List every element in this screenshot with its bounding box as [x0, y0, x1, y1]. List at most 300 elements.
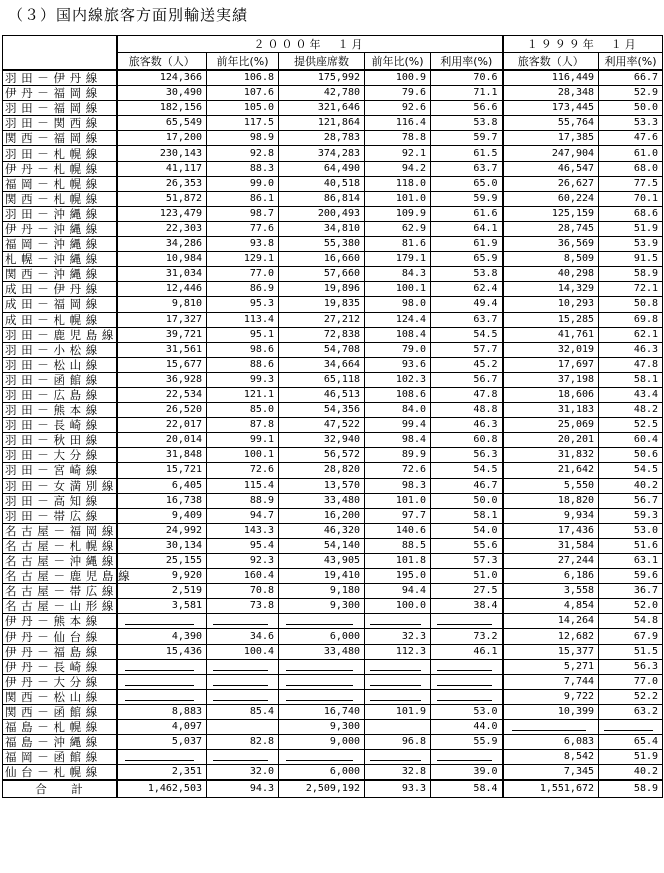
cell-seats: 200,493 [279, 206, 365, 221]
cell-load-factor-2000: 54.5 [431, 463, 503, 478]
route-name: 名 古 屋 － 沖 縄 線 [3, 554, 117, 569]
cell-seats [279, 689, 365, 704]
cell-load-factor-2000: 64.1 [431, 221, 503, 236]
cell-passengers-2000: 15,436 [117, 644, 207, 659]
cell-yoy-passengers [207, 674, 279, 689]
cell-yoy-seats: 118.0 [365, 176, 431, 191]
table-row [3, 418, 663, 433]
cell-load-factor-2000: 71.1 [431, 86, 503, 101]
col-passengers-1999: 旅客数（人） [503, 53, 599, 71]
cell-seats: 9,300 [279, 720, 365, 735]
cell-load-factor-2000: 46.3 [431, 418, 503, 433]
no-data-line [286, 670, 352, 671]
no-data-line [286, 700, 352, 701]
cell-load-factor-1999: 52.9 [599, 86, 663, 101]
route-name: 羽 田 － 宮 崎 線 [3, 463, 117, 478]
cell-load-factor-1999: 52.5 [599, 418, 663, 433]
no-data-line [370, 685, 420, 686]
cell-passengers-1999: 10,399 [503, 704, 599, 719]
cell-passengers-2000 [117, 659, 207, 674]
cell-load-factor-2000: 59.9 [431, 191, 503, 206]
cell-yoy-passengers: 86.1 [207, 191, 279, 206]
table-row [3, 86, 663, 101]
cell-load-factor-1999: 63.1 [599, 554, 663, 569]
table-row [3, 614, 663, 629]
col-load-factor-2000: 利用率(%) [431, 53, 503, 71]
cell-seats: 374,283 [279, 146, 365, 161]
cell-passengers-2000: 26,353 [117, 176, 207, 191]
cell-passengers-2000: 230,143 [117, 146, 207, 161]
cell-passengers-1999: 6,083 [503, 735, 599, 750]
cell-yoy-passengers: 70.8 [207, 584, 279, 599]
cell-passengers-2000: 15,721 [117, 463, 207, 478]
cell-seats: 40,518 [279, 176, 365, 191]
cell-load-factor-1999: 48.2 [599, 403, 663, 418]
cell-seats: 16,200 [279, 508, 365, 523]
cell-seats: 6,000 [279, 629, 365, 644]
route-name: 伊 丹 － 大 分 線 [3, 674, 117, 689]
cell-seats: 64,490 [279, 161, 365, 176]
cell-load-factor-1999: 68.0 [599, 161, 663, 176]
cell-yoy-passengers: 88.3 [207, 161, 279, 176]
cell-yoy-seats: 78.8 [365, 131, 431, 146]
cell-passengers-2000: 36,928 [117, 372, 207, 387]
table-row [3, 327, 663, 342]
table-row [3, 644, 663, 659]
cell-load-factor-2000: 70.6 [431, 70, 503, 86]
cell-load-factor-2000: 46.1 [431, 644, 503, 659]
cell-passengers-1999: 6,186 [503, 569, 599, 584]
route-name: 羽 田 － 沖 縄 線 [3, 206, 117, 221]
cell-yoy-passengers: 88.6 [207, 357, 279, 372]
cell-passengers-2000: 5,037 [117, 735, 207, 750]
cell-passengers-1999: 40,298 [503, 267, 599, 282]
cell-passengers-2000: 2,351 [117, 765, 207, 781]
no-data-line [286, 624, 352, 625]
cell-yoy-passengers: 98.9 [207, 131, 279, 146]
cell-seats: 46,320 [279, 523, 365, 538]
route-name: 伊 丹 － 福 島 線 [3, 644, 117, 659]
table-row [3, 750, 663, 765]
cell-load-factor-2000: 65.0 [431, 176, 503, 191]
route-name: 成 田 － 伊 丹 線 [3, 282, 117, 297]
route-header [3, 36, 117, 71]
cell-seats: 46,513 [279, 387, 365, 402]
cell-yoy-seats: 89.9 [365, 448, 431, 463]
cell-load-factor-1999: 60.4 [599, 433, 663, 448]
table-row [3, 720, 663, 735]
cell-passengers-2000: 65,549 [117, 116, 207, 131]
no-data-line [512, 730, 586, 731]
cell-passengers-2000: 30,134 [117, 538, 207, 553]
cell-yoy-passengers: 93.8 [207, 237, 279, 252]
cell-passengers-1999: 20,201 [503, 433, 599, 448]
cell-yoy-passengers: 160.4 [207, 569, 279, 584]
cell-load-factor-1999: 70.1 [599, 191, 663, 206]
table-row [3, 131, 663, 146]
cell-load-factor-2000: 56.7 [431, 372, 503, 387]
cell-passengers-2000 [117, 689, 207, 704]
cell-yoy-seats: 124.4 [365, 312, 431, 327]
cell-passengers-1999: 1,551,672 [503, 780, 599, 798]
cell-yoy-seats: 84.3 [365, 267, 431, 282]
table-row [3, 403, 663, 418]
cell-yoy-seats: 94.4 [365, 584, 431, 599]
cell-passengers-1999: 21,642 [503, 463, 599, 478]
cell-load-factor-2000: 48.8 [431, 403, 503, 418]
cell-load-factor-2000: 45.2 [431, 357, 503, 372]
cell-seats: 19,896 [279, 282, 365, 297]
cell-load-factor-1999: 46.3 [599, 342, 663, 357]
cell-load-factor-1999: 77.5 [599, 176, 663, 191]
cell-yoy-seats [365, 750, 431, 765]
cell-passengers-2000: 34,286 [117, 237, 207, 252]
route-name: 福 岡 － 函 館 線 [3, 750, 117, 765]
no-data-line [286, 685, 352, 686]
cell-passengers-1999: 31,183 [503, 403, 599, 418]
cell-yoy-seats: 96.8 [365, 735, 431, 750]
cell-passengers-2000: 9,409 [117, 508, 207, 523]
cell-seats: 28,820 [279, 463, 365, 478]
route-name: 羽 田 － 熊 本 線 [3, 403, 117, 418]
table-row [3, 508, 663, 523]
cell-yoy-passengers: 82.8 [207, 735, 279, 750]
cell-seats: 175,992 [279, 70, 365, 86]
cell-load-factor-2000: 61.6 [431, 206, 503, 221]
cell-seats: 32,940 [279, 433, 365, 448]
cell-passengers-2000: 26,520 [117, 403, 207, 418]
table-row [3, 312, 663, 327]
total-row [3, 780, 663, 798]
cell-load-factor-2000: 46.7 [431, 478, 503, 493]
route-name: 札 幌 － 沖 縄 線 [3, 252, 117, 267]
cell-load-factor-1999: 52.0 [599, 599, 663, 614]
cell-passengers-2000: 15,677 [117, 357, 207, 372]
cell-yoy-passengers: 117.5 [207, 116, 279, 131]
cell-passengers-2000 [117, 614, 207, 629]
route-name: 羽 田 － 札 幌 線 [3, 146, 117, 161]
cell-passengers-1999: 46,547 [503, 161, 599, 176]
cell-load-factor-1999: 47.8 [599, 357, 663, 372]
cell-load-factor-2000 [431, 750, 503, 765]
cell-yoy-passengers: 88.9 [207, 493, 279, 508]
cell-load-factor-2000: 49.4 [431, 297, 503, 312]
cell-load-factor-1999: 53.9 [599, 237, 663, 252]
table-row [3, 523, 663, 538]
route-name: 伊 丹 － 熊 本 線 [3, 614, 117, 629]
no-data-line [437, 670, 492, 671]
cell-load-factor-1999: 67.9 [599, 629, 663, 644]
cell-load-factor-1999 [599, 720, 663, 735]
cell-passengers-1999: 9,722 [503, 689, 599, 704]
cell-passengers-1999: 125,159 [503, 206, 599, 221]
cell-load-factor-1999: 51.9 [599, 750, 663, 765]
cell-passengers-1999: 55,764 [503, 116, 599, 131]
cell-passengers-1999: 10,293 [503, 297, 599, 312]
cell-passengers-1999: 26,627 [503, 176, 599, 191]
route-name: 関 西 － 福 岡 線 [3, 131, 117, 146]
cell-seats [279, 659, 365, 674]
route-name: 名 古 屋 － 福 岡 線 [3, 523, 117, 538]
route-name: 成 田 － 札 幌 線 [3, 312, 117, 327]
cell-seats: 28,783 [279, 131, 365, 146]
no-data-line [370, 700, 420, 701]
cell-load-factor-2000: 55.9 [431, 735, 503, 750]
cell-passengers-1999: 28,745 [503, 221, 599, 236]
table-row [3, 176, 663, 191]
no-data-line [213, 760, 268, 761]
cell-passengers-1999: 8,542 [503, 750, 599, 765]
cell-yoy-seats: 92.1 [365, 146, 431, 161]
table-row [3, 252, 663, 267]
cell-yoy-seats: 100.9 [365, 70, 431, 86]
cell-passengers-1999: 37,198 [503, 372, 599, 387]
cell-passengers-1999: 3,558 [503, 584, 599, 599]
cell-passengers-2000 [117, 674, 207, 689]
table-row [3, 146, 663, 161]
col-seats: 提供座席数 [279, 53, 365, 71]
cell-passengers-2000: 10,984 [117, 252, 207, 267]
cell-passengers-2000: 22,534 [117, 387, 207, 402]
cell-load-factor-1999: 66.7 [599, 70, 663, 86]
route-name: 羽 田 － 帯 広 線 [3, 508, 117, 523]
no-data-line [125, 624, 194, 625]
no-data-line [370, 670, 420, 671]
cell-seats: 34,664 [279, 357, 365, 372]
cell-seats [279, 614, 365, 629]
cell-yoy-passengers: 73.8 [207, 599, 279, 614]
cell-load-factor-1999: 56.3 [599, 659, 663, 674]
cell-yoy-passengers: 143.3 [207, 523, 279, 538]
route-name: 関 西 － 松 山 線 [3, 689, 117, 704]
cell-passengers-1999: 7,744 [503, 674, 599, 689]
cell-load-factor-2000: 54.0 [431, 523, 503, 538]
cell-yoy-seats [365, 689, 431, 704]
cell-yoy-seats: 32.3 [365, 629, 431, 644]
cell-passengers-1999: 27,244 [503, 554, 599, 569]
cell-passengers-2000: 31,034 [117, 267, 207, 282]
route-name: 関 西 － 函 館 線 [3, 704, 117, 719]
cell-yoy-passengers: 77.6 [207, 221, 279, 236]
no-data-line [125, 670, 194, 671]
cell-passengers-2000: 17,200 [117, 131, 207, 146]
no-data-line [370, 624, 420, 625]
cell-load-factor-1999: 54.8 [599, 614, 663, 629]
cell-yoy-passengers [207, 614, 279, 629]
cell-load-factor-2000: 54.5 [431, 327, 503, 342]
cell-passengers-2000: 20,014 [117, 433, 207, 448]
route-name: 福 岡 － 札 幌 線 [3, 176, 117, 191]
route-name: 仙 台 － 札 幌 線 [3, 765, 117, 781]
cell-load-factor-2000: 63.7 [431, 161, 503, 176]
cell-passengers-2000: 3,581 [117, 599, 207, 614]
cell-seats: 6,000 [279, 765, 365, 781]
no-data-line [370, 760, 420, 761]
cell-yoy-seats: 88.5 [365, 538, 431, 553]
route-name: 関 西 － 札 幌 線 [3, 191, 117, 206]
cell-load-factor-1999: 47.6 [599, 131, 663, 146]
cell-yoy-passengers: 100.4 [207, 644, 279, 659]
cell-load-factor-2000: 60.8 [431, 433, 503, 448]
cell-yoy-seats: 98.4 [365, 433, 431, 448]
cell-yoy-passengers: 95.1 [207, 327, 279, 342]
table-row [3, 282, 663, 297]
table-row [3, 538, 663, 553]
cell-passengers-1999: 31,584 [503, 538, 599, 553]
cell-yoy-passengers: 98.6 [207, 342, 279, 357]
cell-load-factor-1999: 43.4 [599, 387, 663, 402]
table-row [3, 704, 663, 719]
table-row [3, 629, 663, 644]
cell-seats: 2,509,192 [279, 780, 365, 798]
cell-passengers-1999: 15,377 [503, 644, 599, 659]
cell-seats: 19,410 [279, 569, 365, 584]
cell-yoy-passengers: 99.0 [207, 176, 279, 191]
cell-passengers-2000: 1,462,503 [117, 780, 207, 798]
cell-passengers-2000: 31,848 [117, 448, 207, 463]
cell-load-factor-1999: 63.2 [599, 704, 663, 719]
cell-load-factor-1999: 69.8 [599, 312, 663, 327]
cell-yoy-seats: 101.0 [365, 493, 431, 508]
cell-yoy-passengers: 87.8 [207, 418, 279, 433]
cell-passengers-1999: 17,697 [503, 357, 599, 372]
cell-yoy-seats: 116.4 [365, 116, 431, 131]
cell-yoy-passengers: 95.4 [207, 538, 279, 553]
cell-seats [279, 674, 365, 689]
cell-load-factor-1999: 51.6 [599, 538, 663, 553]
cell-yoy-passengers: 98.7 [207, 206, 279, 221]
cell-load-factor-1999: 77.0 [599, 674, 663, 689]
table-row [3, 448, 663, 463]
cell-load-factor-2000: 47.8 [431, 387, 503, 402]
route-name: 羽 田 － 函 館 線 [3, 372, 117, 387]
table-row [3, 297, 663, 312]
cell-load-factor-2000: 56.3 [431, 448, 503, 463]
cell-yoy-passengers: 121.1 [207, 387, 279, 402]
cell-yoy-seats [365, 720, 431, 735]
transport-table [2, 35, 663, 798]
cell-passengers-1999: 60,224 [503, 191, 599, 206]
table-row [3, 372, 663, 387]
cell-seats: 9,000 [279, 735, 365, 750]
table-row [3, 237, 663, 252]
cell-load-factor-2000: 62.4 [431, 282, 503, 297]
cell-passengers-2000: 41,117 [117, 161, 207, 176]
col-yoy-passengers: 前年比(%) [207, 53, 279, 71]
cell-seats: 121,864 [279, 116, 365, 131]
cell-yoy-passengers: 95.3 [207, 297, 279, 312]
cell-seats: 19,835 [279, 297, 365, 312]
no-data-line [125, 700, 194, 701]
cell-yoy-seats: 98.0 [365, 297, 431, 312]
route-name: 伊 丹 － 沖 縄 線 [3, 221, 117, 236]
no-data-line [437, 760, 492, 761]
cell-load-factor-2000: 57.7 [431, 342, 503, 357]
table-row [3, 765, 663, 781]
cell-passengers-1999: 18,820 [503, 493, 599, 508]
cell-yoy-seats [365, 614, 431, 629]
cell-load-factor-1999: 40.2 [599, 765, 663, 781]
cell-seats: 13,570 [279, 478, 365, 493]
cell-load-factor-2000: 53.8 [431, 267, 503, 282]
cell-load-factor-2000: 27.5 [431, 584, 503, 599]
cell-load-factor-1999: 62.1 [599, 327, 663, 342]
cell-passengers-2000: 182,156 [117, 101, 207, 116]
no-data-line [213, 670, 268, 671]
table-row [3, 674, 663, 689]
cell-yoy-seats: 101.8 [365, 554, 431, 569]
cell-seats: 56,572 [279, 448, 365, 463]
table-row [3, 599, 663, 614]
cell-yoy-passengers: 92.3 [207, 554, 279, 569]
cell-passengers-1999: 4,854 [503, 599, 599, 614]
cell-load-factor-1999: 56.7 [599, 493, 663, 508]
cell-yoy-passengers: 107.6 [207, 86, 279, 101]
route-name: 羽 田 － 広 島 線 [3, 387, 117, 402]
cell-seats: 54,708 [279, 342, 365, 357]
cell-load-factor-1999: 51.5 [599, 644, 663, 659]
cell-passengers-1999: 173,445 [503, 101, 599, 116]
cell-passengers-2000 [117, 750, 207, 765]
cell-seats: 33,480 [279, 644, 365, 659]
cell-load-factor-1999: 40.2 [599, 478, 663, 493]
no-data-line [604, 730, 652, 731]
cell-passengers-2000: 9,810 [117, 297, 207, 312]
route-name: 羽 田 － 秋 田 線 [3, 433, 117, 448]
route-name: 羽 田 － 伊 丹 線 [3, 70, 117, 86]
cell-load-factor-2000 [431, 614, 503, 629]
cell-passengers-1999: 5,271 [503, 659, 599, 674]
cell-load-factor-1999: 72.1 [599, 282, 663, 297]
cell-yoy-passengers: 32.0 [207, 765, 279, 781]
route-name: 羽 田 － 長 崎 線 [3, 418, 117, 433]
cell-yoy-seats: 79.0 [365, 342, 431, 357]
cell-load-factor-1999: 53.0 [599, 523, 663, 538]
cell-load-factor-1999: 36.7 [599, 584, 663, 599]
cell-passengers-2000: 25,155 [117, 554, 207, 569]
cell-passengers-1999: 36,569 [503, 237, 599, 252]
cell-load-factor-2000: 63.7 [431, 312, 503, 327]
cell-passengers-1999: 8,509 [503, 252, 599, 267]
cell-passengers-2000: 12,446 [117, 282, 207, 297]
cell-yoy-seats: 98.3 [365, 478, 431, 493]
table-row [3, 569, 663, 584]
table-row [3, 161, 663, 176]
cell-load-factor-1999: 50.0 [599, 101, 663, 116]
cell-passengers-2000: 124,366 [117, 70, 207, 86]
cell-load-factor-1999: 54.5 [599, 463, 663, 478]
cell-passengers-1999: 14,329 [503, 282, 599, 297]
table-row [3, 387, 663, 402]
cell-yoy-seats: 195.0 [365, 569, 431, 584]
cell-yoy-passengers: 106.8 [207, 70, 279, 86]
cell-yoy-seats: 100.0 [365, 599, 431, 614]
cell-seats: 9,300 [279, 599, 365, 614]
cell-passengers-1999: 116,449 [503, 70, 599, 86]
cell-load-factor-2000: 56.6 [431, 101, 503, 116]
cell-load-factor-1999: 58.1 [599, 372, 663, 387]
route-name: 羽 田 － 小 松 線 [3, 342, 117, 357]
cell-yoy-seats: 93.6 [365, 357, 431, 372]
table-row [3, 478, 663, 493]
cell-load-factor-1999: 52.2 [599, 689, 663, 704]
table-row [3, 584, 663, 599]
table-row [3, 191, 663, 206]
table-row [3, 554, 663, 569]
cell-passengers-2000: 30,490 [117, 86, 207, 101]
cell-yoy-passengers: 115.4 [207, 478, 279, 493]
cell-passengers-1999: 14,264 [503, 614, 599, 629]
